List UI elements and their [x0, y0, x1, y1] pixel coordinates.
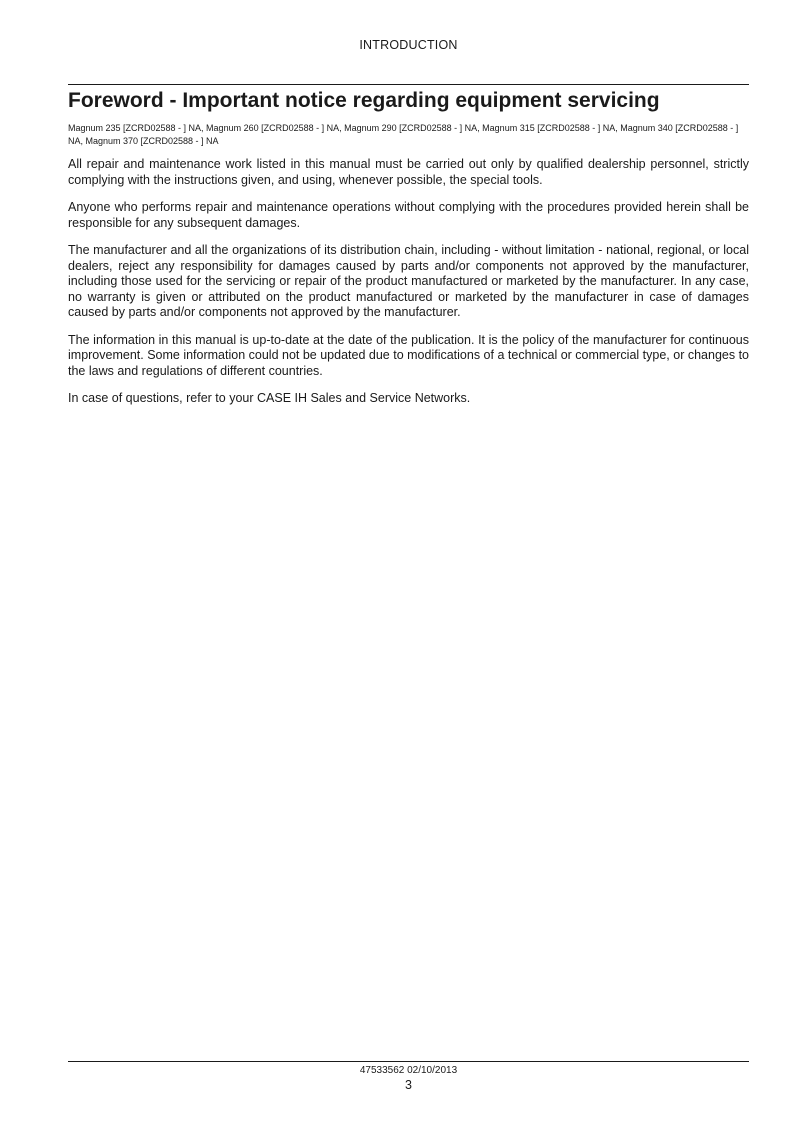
document-number: 47533562 02/10/2013 — [359, 1065, 458, 1076]
paragraph-manufacturer-liability: The manufacturer and all the organizations of its distribution chain, including - without limitation - national, regional, or local dealers, reject any responsibility for damages caused by parts and/or components not approved by the manufacturer, including those used for the servicing or repair of the product manufactured or marketed by the manufacturer. In any case, no warranty is given or attributed on the product manufactured or marketed by the manufacturer in case of damages caused by parts and/or components not approved by the manufacturer. — [68, 243, 749, 319]
header-rule — [68, 84, 749, 85]
footer-rule — [68, 1061, 749, 1062]
page-title: Foreword - Important notice regarding equipment servicing — [68, 89, 660, 112]
page-header: INTRODUCTION — [359, 38, 458, 52]
paragraph-responsibility: Anyone who performs repair and maintenance operations without complying with the procedures provided herein shall be responsible for any subsequent damages. — [68, 200, 749, 230]
paragraph-qualified-personnel: All repair and maintenance work listed in this manual must be carried out only by qualified dealership personnel, strictly complying with the instructions given, and using, whenever possible, the special tools. — [68, 157, 749, 187]
body-content — [68, 157, 749, 419]
model-applicability: Magnum 235 [ZCRD02588 - ] NA, Magnum 260 [ZCRD02588 - ] NA, Magnum 290 [ZCRD02588 - ] NA, Magnum 315 [ZCRD02588 - ] NA, Magnum 340 [ZCRD02588 - ] NA, Magnum 370 [ZCRD02588 - ] NA — [68, 123, 739, 146]
paragraph-information-currency: The information in this manual is up-to-date at the date of the publication. It is the policy of the manufacturer for continuous improvement. Some information could not be updated due to modifications of a technical or commercial type, or changes to the laws and regulations of different countries. — [68, 332, 749, 378]
paragraph-questions: In case of questions, refer to your CASE IH Sales and Service Networks. — [68, 391, 471, 405]
page-number: 3 — [405, 1078, 412, 1092]
